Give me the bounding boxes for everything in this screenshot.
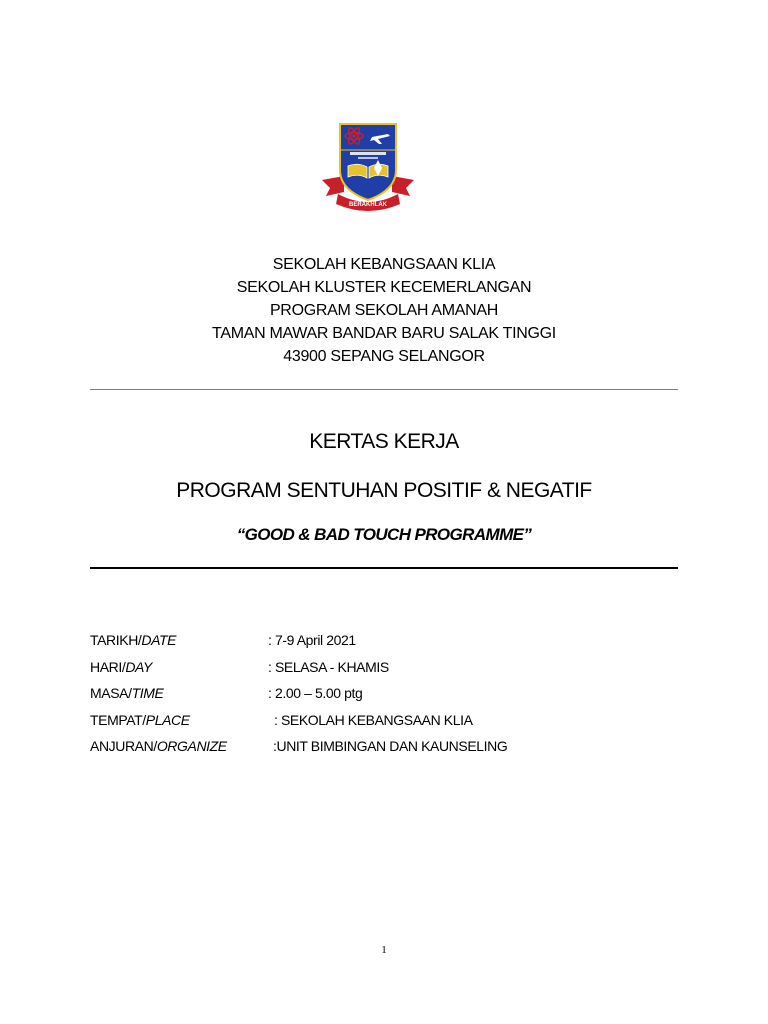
detail-value: : 7-9 April 2021 xyxy=(268,632,356,648)
detail-row-organizer xyxy=(90,738,690,765)
school-postcode-line: 43900 SEPANG SELANGOR xyxy=(283,348,485,365)
school-address-line: TAMAN MAWAR BANDAR BARU SALAK TINGGI xyxy=(212,325,556,342)
detail-value: :UNIT BIMBINGAN DAN KAUNSELING xyxy=(273,738,508,754)
detail-row-day xyxy=(90,659,690,686)
programme-details xyxy=(90,632,690,765)
header-divider xyxy=(90,389,678,390)
school-cluster-line: SEKOLAH KLUSTER KECEMERLANGAN xyxy=(236,279,532,296)
page-number: 1 xyxy=(381,944,387,956)
detail-row-time xyxy=(90,685,690,712)
detail-row-place xyxy=(90,712,690,739)
title-divider xyxy=(90,567,678,569)
school-name-line: SEKOLAH KEBANGSAAN KLIA xyxy=(272,256,496,273)
document-title: KERTAS KERJA xyxy=(309,430,459,453)
detail-value: : SELASA - KHAMIS xyxy=(268,658,389,675)
school-header xyxy=(0,253,768,368)
detail-row-date xyxy=(90,632,690,659)
detail-label: TARIKH/DATE xyxy=(90,632,177,648)
programme-title: PROGRAM SENTUHAN POSITIF & NEGATIF xyxy=(176,479,592,502)
school-programme-line: PROGRAM SEKOLAH AMANAH xyxy=(269,302,499,319)
detail-label: MASA/TIME xyxy=(90,685,164,701)
detail-label: HARI/DAY xyxy=(90,658,152,675)
detail-label: TEMPAT/PLACE xyxy=(90,711,190,728)
crest-ribbon-text: BERAKHLAK xyxy=(349,202,387,208)
detail-value: : SEKOLAH KEBANGSAAN KLIA xyxy=(274,711,473,728)
programme-quote: “GOOD & BAD TOUCH PROGRAMME” xyxy=(236,525,532,544)
school-crest-icon xyxy=(318,120,418,212)
detail-value: : 2.00 – 5.00 ptg xyxy=(268,685,363,701)
detail-label: ANJURAN/ORGANIZE xyxy=(90,738,227,754)
